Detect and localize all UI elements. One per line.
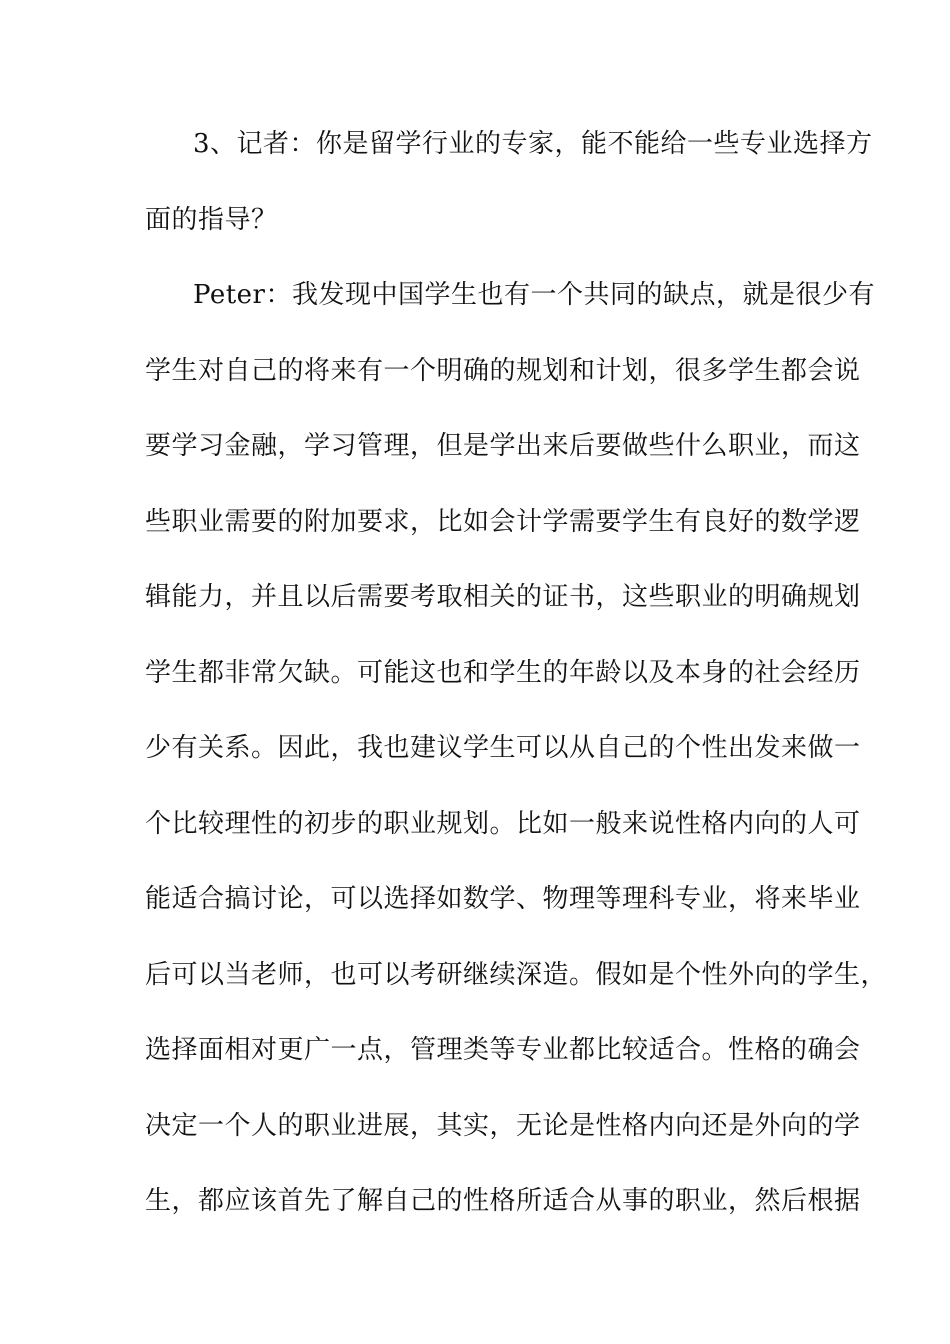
answer-line-8: 个比较理性的初步的职业规划。比如一般来说性格内向的人可 [145, 808, 861, 839]
answer-line-11: 选择面相对更广一点，管理类等专业都比较适合。性格的确会 [145, 1035, 861, 1065]
question-line-1: 3、记者：你是留学行业的专家，能不能给一些专业选择方 [193, 129, 873, 159]
answer-line-2: 学生对自己的将来有一个明确的规划和计划，很多学生都会说 [145, 355, 861, 386]
answer-line-4: 些职业需要的附加要求，比如会计学需要学生有良好的数学逻 [145, 506, 861, 537]
answer-line-12: 决定一个人的职业进展，其实，无论是性格内向还是外向的学 [145, 1110, 861, 1141]
question-line-2: 面的指导？ [145, 204, 278, 235]
answer-line-5: 辑能力，并且以后需要考取相关的证书，这些职业的明确规划 [145, 582, 861, 612]
answer-line-6: 学生都非常欠缺。可能这也和学生的年龄以及本身的社会经历 [145, 657, 861, 688]
answer-line-13: 生，都应该首先了解自己的性格所适合从事的职业，然后根据 [145, 1186, 861, 1216]
answer-line-1: Peter：我发现中国学生也有一个共同的缺点，就是很少有 [193, 280, 875, 310]
answer-line-3: 要学习金融，学习管理，但是学出来后要做些什么职业，而这 [145, 431, 861, 461]
body-text [145, 127, 888, 1260]
answer-line-9: 能适合搞讨论，可以选择如数学、物理等理科专业，将来毕业 [145, 884, 861, 914]
answer-line-7: 少有关系。因此，我也建议学生可以从自己的个性出发来做一 [145, 733, 861, 763]
answer-line-10: 后可以当老师，也可以考研继续深造。假如是个性外向的学生， [145, 959, 888, 990]
